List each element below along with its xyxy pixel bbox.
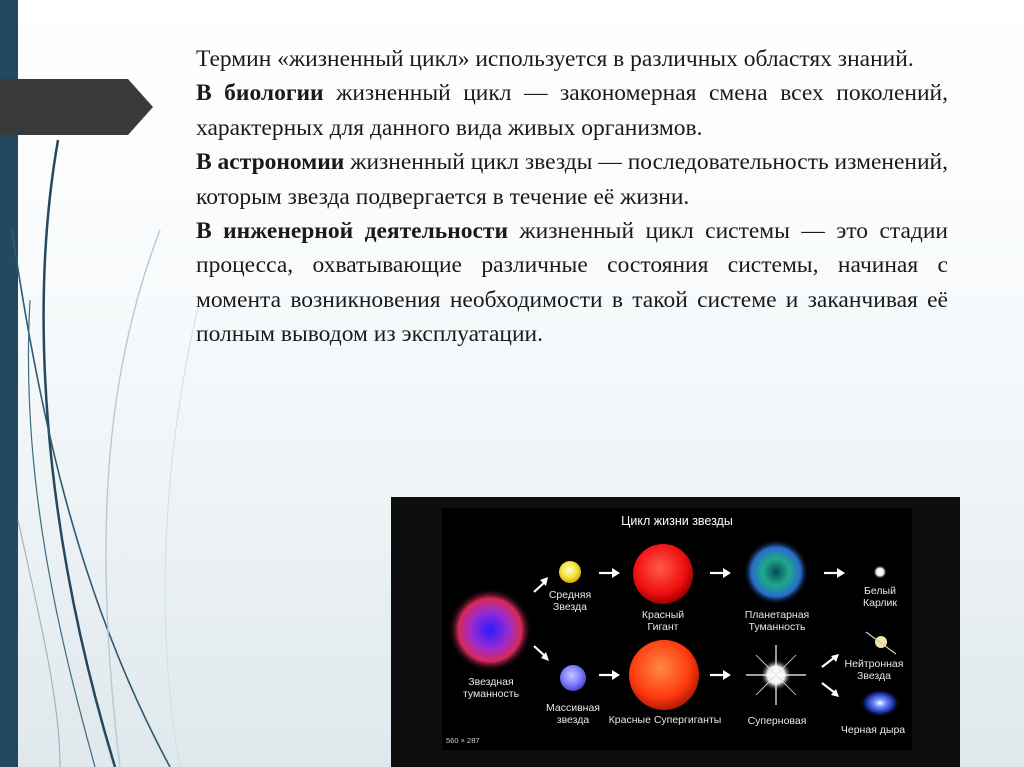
paragraph-intro — [196, 42, 948, 76]
supernova-image — [746, 645, 806, 705]
label-stellar-nebula: Звездная туманность — [462, 676, 520, 700]
arrow-medium-star-to-red-giant — [599, 568, 620, 578]
paragraph-bold-term: В инженерной деятельности — [196, 218, 509, 245]
paragraph-text: жизненный цикл системы — это стадии процесса, охватывающие различные состояния системы, начиная с момента возникновения необходимости в такой системе и заканчивая её полным выводом из эксплуатации. — [196, 218, 948, 348]
arrow-red-giant-to-planetary-nebula — [710, 568, 731, 578]
label-massive-star: Массивная звезда — [546, 702, 600, 726]
neutron-star-image — [866, 632, 896, 654]
label-white-dwarf: Белый Карлик — [862, 585, 898, 609]
label-planetary-nebula: Планетарная Туманность — [744, 609, 810, 633]
paragraph-bold-term: В астрономии — [196, 149, 345, 176]
paragraph-text: Термин «жизненный цикл» используется в различных областях знаний. — [196, 46, 914, 72]
label-red-giant: Красный Гигант — [641, 609, 685, 633]
figure-title: Цикл жизни звезды — [621, 514, 733, 528]
text-content — [196, 42, 948, 352]
label-supernova: Суперновая — [747, 715, 807, 727]
paragraph-bold-term: В биологии — [196, 80, 324, 107]
red-supergiant-image — [629, 640, 699, 710]
red-giant-image — [633, 544, 693, 604]
star-lifecycle-figure — [391, 497, 960, 767]
star-lifecycle-diagram — [442, 508, 912, 750]
white-dwarf-image — [873, 565, 887, 579]
paragraph-engineering — [196, 214, 948, 352]
arrow-planetary-nebula-to-white-dwarf — [824, 568, 845, 578]
arrow-supergiant-to-supernova — [710, 670, 731, 680]
planetary-nebula-image — [743, 539, 809, 605]
paragraph-astronomy — [196, 145, 948, 214]
label-neutron-star: Нейтронная Звезда — [844, 658, 904, 682]
medium-star-image — [559, 561, 581, 583]
paragraph-biology — [196, 76, 948, 145]
label-red-supergiants: Красные Супергиганты — [608, 714, 722, 726]
black-hole-image — [860, 689, 900, 717]
label-medium-star: Средняя Звезда — [548, 589, 592, 613]
arrow-tab-shape — [0, 79, 153, 135]
arrow-nebula-to-massive-star — [534, 646, 549, 661]
paragraph-text: жизненный цикл звезды — последовательность изменений, которым звезда подвергается в течение её жизни. — [196, 149, 948, 210]
stellar-nebula-image — [448, 588, 532, 672]
paragraph-text: жизненный цикл — закономерная смена всех поколений, характерных для данного вида живых организмов. — [196, 80, 948, 141]
label-black-hole: Черная дыра — [840, 724, 906, 736]
arrow-massive-star-to-supergiant — [599, 670, 620, 680]
figure-dimensions: 560 × 287 — [446, 736, 480, 745]
massive-star-image — [560, 665, 586, 691]
arrow-supernova-to-black-hole — [822, 683, 839, 697]
